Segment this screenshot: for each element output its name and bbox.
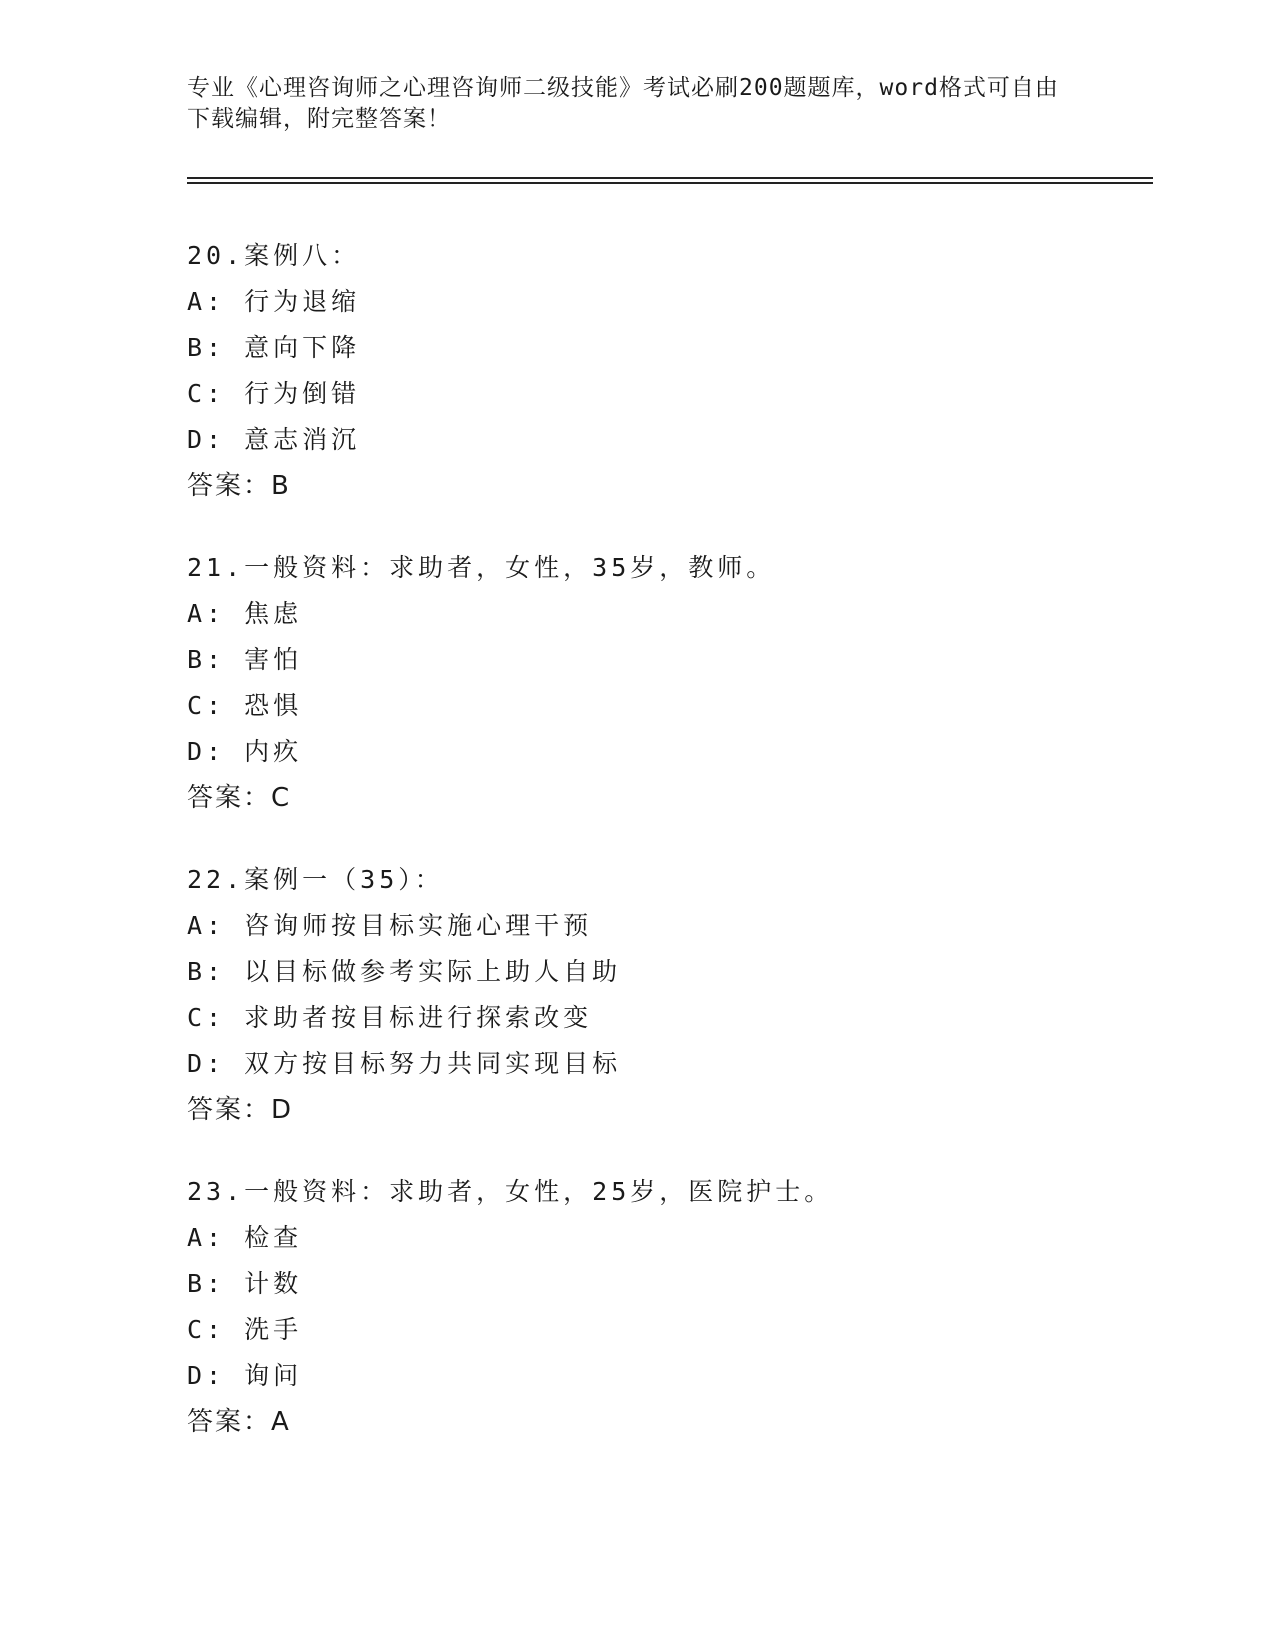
- option-c: C: 洗手: [187, 1315, 303, 1344]
- answer-line: 答案：B: [187, 471, 291, 501]
- answer-line: 答案：A: [187, 1407, 291, 1437]
- question-20: [187, 233, 1153, 509]
- question-stem: 20.案例八：: [187, 241, 361, 270]
- question-list: [187, 233, 1153, 1481]
- option-a: A: 行为退缩: [187, 287, 361, 316]
- option-b: B: 计数: [187, 1269, 303, 1298]
- header-divider-bottom: [187, 182, 1153, 184]
- question-stem: 23.一般资料：求助者，女性，25岁，医院护士。: [187, 1177, 834, 1206]
- answer-line: 答案：D: [187, 1095, 294, 1125]
- option-b: B: 以目标做参考实际上助人自助: [187, 957, 622, 986]
- question-21: [187, 545, 1153, 821]
- question-22: [187, 857, 1153, 1133]
- option-a: A: 焦虑: [187, 599, 303, 628]
- option-d: D: 内疚: [187, 737, 303, 766]
- option-c: C: 恐惧: [187, 691, 303, 720]
- answer-line: 答案：C: [187, 783, 292, 813]
- option-d: D: 双方按目标努力共同实现目标: [187, 1049, 622, 1078]
- option-b: B: 害怕: [187, 645, 303, 674]
- header-divider-top: [187, 177, 1153, 179]
- option-d: D: 询问: [187, 1361, 303, 1390]
- option-b: B: 意向下降: [187, 333, 361, 362]
- question-stem: 22.案例一（35）：: [187, 865, 444, 894]
- option-c: C: 求助者按目标进行探索改变: [187, 1003, 593, 1032]
- question-23: [187, 1169, 1153, 1445]
- option-d: D: 意志消沉: [187, 425, 361, 454]
- document-header: 专业《心理咨询师之心理咨询师二级技能》考试必刷200题题库，word格式可自由下载编辑，附完整答案！: [187, 75, 1059, 132]
- option-a: A: 检查: [187, 1223, 303, 1252]
- question-stem: 21.一般资料：求助者，女性，35岁，教师。: [187, 553, 776, 582]
- option-c: C: 行为倒错: [187, 379, 361, 408]
- option-a: A: 咨询师按目标实施心理干预: [187, 911, 593, 940]
